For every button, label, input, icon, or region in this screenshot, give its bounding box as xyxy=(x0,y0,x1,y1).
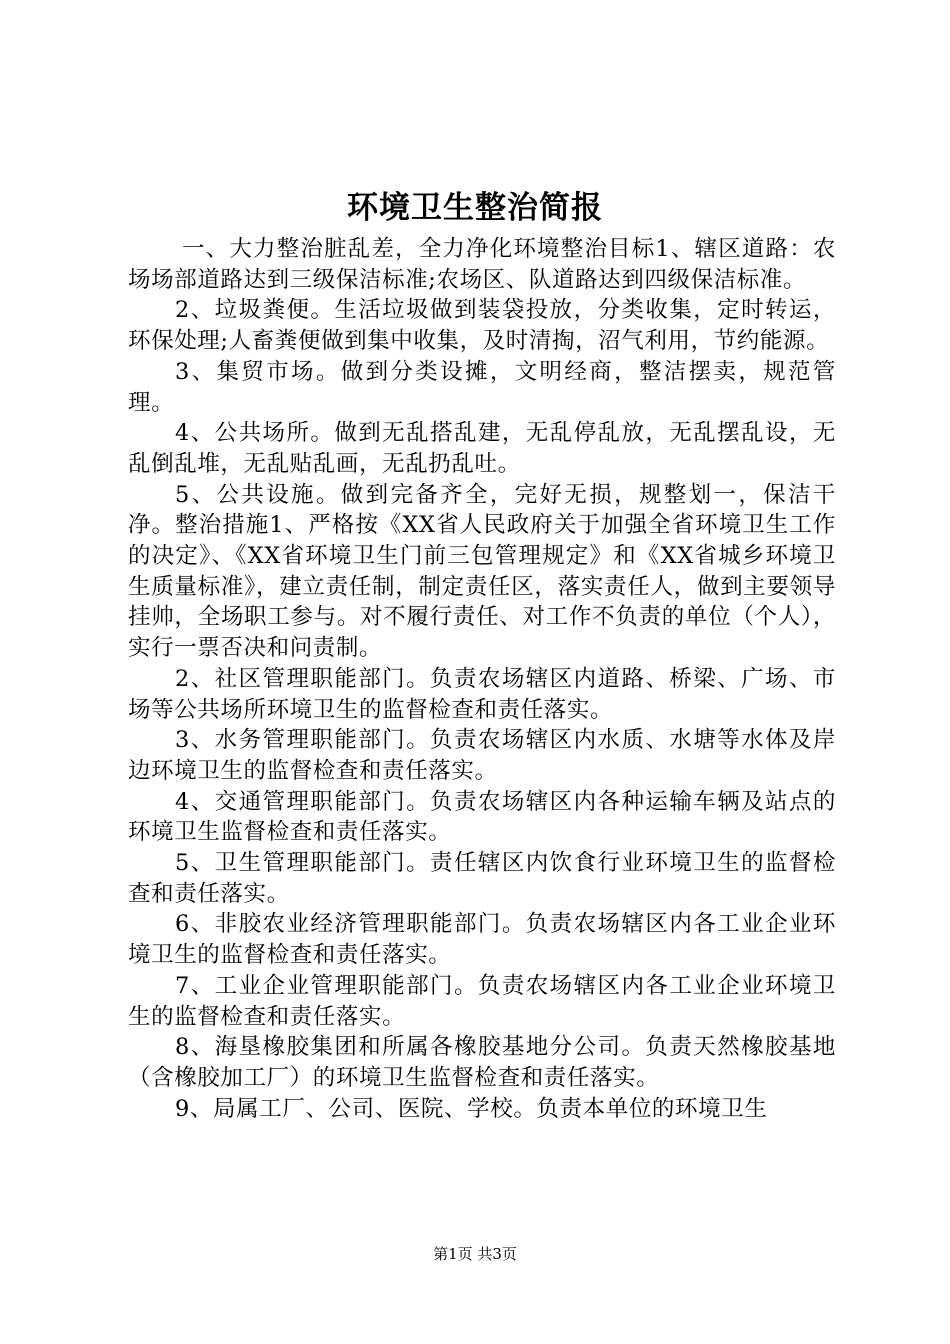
document-body xyxy=(128,234,836,1124)
paragraph: 7、工业企业管理职能部门。负责农场辖区内各工业企业环境卫生的监督检查和责任落实。 xyxy=(128,972,836,1030)
paragraph: 2、社区管理职能部门。负责农场辖区内道路、桥梁、广场、市场等公共场所环境卫生的监督检查和责任落实。 xyxy=(128,665,836,723)
page-footer: 第1页 共3页 xyxy=(433,1245,517,1263)
paragraph: 4、交通管理职能部门。负责农场辖区内各种运输车辆及站点的环境卫生监督检查和责任落实。 xyxy=(128,788,836,846)
paragraph: 4、公共场所。做到无乱搭乱建，无乱停乱放，无乱摆乱设，无乱倒乱堆，无乱贴乱画，无乱扔乱吐。 xyxy=(128,420,836,477)
paragraph: 一、大力整治脏乱差，全力净化环境整治目标1、辖区道路：农场场部道路达到三级保洁标准;农场区、队道路达到四级保洁标准。 xyxy=(128,236,836,293)
paragraph: 6、非胶农业经济管理职能部门。负责农场辖区内各工业企业环境卫生的监督检查和责任落实。 xyxy=(128,911,836,969)
paragraph: 9、局属工厂、公司、医院、学校。负责本单位的环境卫生 xyxy=(175,1095,768,1122)
paragraph: 8、海垦橡胶集团和所属各橡胶基地分公司。负责天然橡胶基地（含橡胶加工厂）的环境卫生监督检查和责任落实。 xyxy=(128,1034,836,1091)
paragraph: 5、公共设施。做到完备齐全，完好无损，规整划一，保洁干净。整治措施1、严格按《XX省人民政府关于加强全省环境卫生工作的决定》、《XX省环境卫生门前三包管理规定》和《XX省城乡环境卫生质量标准》，建立责任制，制定责任区，落实责任人，做到主要领导挂帅，全场职工参与。对不履行责任、对工作不负责的单位（个人），实行一票否决和问责制。 xyxy=(128,481,836,662)
paragraph: 2、垃圾粪便。生活垃圾做到装袋投放，分类收集，定时转运，环保处理;人畜粪便做到集中收集，及时清掏，沼气利用，节约能源。 xyxy=(128,297,836,355)
paragraph: 5、卫生管理职能部门。责任辖区内饮食行业环境卫生的监督检查和责任落实。 xyxy=(128,850,836,907)
paragraph: 3、水务管理职能部门。负责农场辖区内水质、水塘等水体及岸边环境卫生的监督检查和责任落实。 xyxy=(128,727,836,784)
paragraph: 3、集贸市场。做到分类设摊，文明经商，整洁摆卖，规范管理。 xyxy=(128,358,836,416)
document-title: 环境卫生整治简报 xyxy=(347,190,603,226)
